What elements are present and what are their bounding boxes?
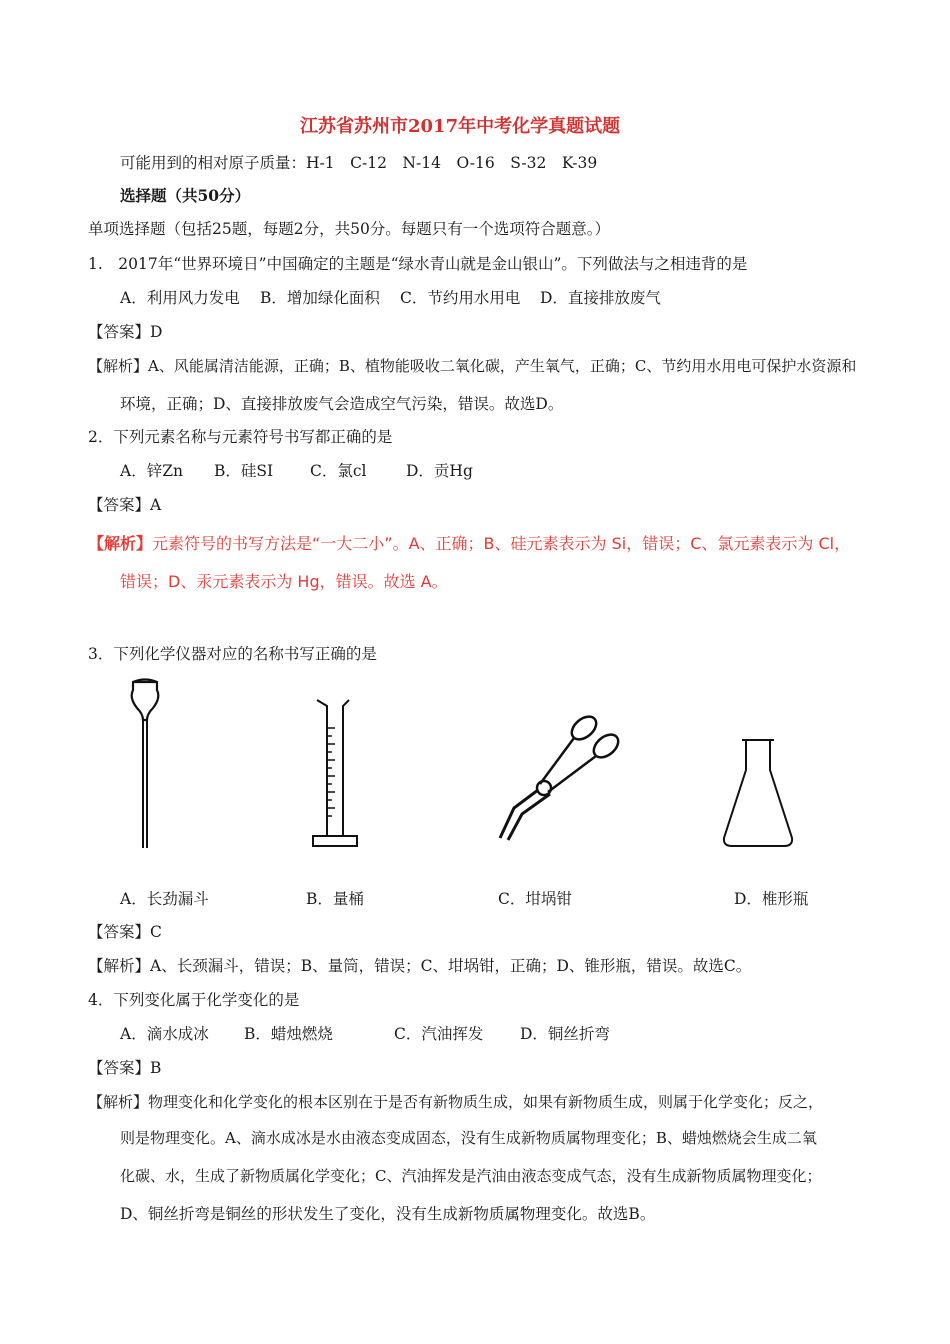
- question-3-options: [120, 889, 808, 909]
- question-1-analysis-line-2: 环境，正确；D、直接排放废气会造成空气污染，错误。故选D。: [120, 395, 564, 413]
- option-c: C．坩埚钳: [498, 890, 572, 908]
- question-1-options: [120, 288, 661, 308]
- question-2-analysis-line-1: [88, 534, 850, 554]
- question-4-stem: 4．下列变化属于化学变化的是: [88, 991, 300, 1009]
- question-2-answer: 【答案】A: [88, 496, 162, 514]
- question-1-analysis-line-1: 【解析】A、风能属清洁能源，正确；B、植物能吸收二氧化碳，产生氧气，正确；C、节约用水用电可保护水资源和: [88, 357, 857, 375]
- question-3-stem: 3．下列化学仪器对应的名称书写正确的是: [88, 645, 377, 663]
- option-d: D．铜丝折弯: [520, 1025, 610, 1043]
- option-d: D．贡Hg: [406, 462, 473, 480]
- option-d: D．椎形瓶: [734, 890, 809, 908]
- analysis-text: 元素符号的书写方法是“一大二小”。A、正确；B、硅元素表示为 Si，错误；C、氯元素表示为 Cl，: [152, 534, 851, 553]
- question-2-analysis-line-2: 错误；D、汞元素表示为 Hg，错误。故选 A。: [120, 572, 448, 591]
- question-4-analysis-line-4: D、铜丝折弯是铜丝的形状发生了变化，没有生成新物质属物理变化。故选B。: [120, 1205, 656, 1223]
- question-4-answer: 【答案】B: [88, 1059, 162, 1077]
- option-a: A．滴水成冰: [120, 1025, 209, 1043]
- option-b: B．增加绿化面积: [260, 289, 380, 307]
- section-heading: 选择题（共50分）: [120, 186, 251, 205]
- question-2-stem: 2．下列元素名称与元素符号书写都正确的是: [88, 428, 393, 446]
- long-neck-funnel-icon: [115, 676, 175, 856]
- option-a: A．利用风力发电: [120, 289, 240, 307]
- option-a: A．锌Zn: [120, 462, 183, 480]
- conical-flask-icon: [718, 734, 798, 854]
- question-4-analysis-line-2: 则是物理变化。A、滴水成冰是水由液态变成固态，没有生成新物质属物理变化；B、蜡烛燃烧会生成二氧: [120, 1129, 817, 1147]
- option-a: A．长劲漏斗: [120, 890, 209, 908]
- question-4-options: [120, 1024, 610, 1044]
- option-b: B．量桶: [306, 890, 364, 908]
- crucible-tongs-icon: [492, 706, 632, 846]
- option-c: C．氯cl: [310, 462, 367, 480]
- graduated-cylinder-icon: [305, 696, 365, 856]
- analysis-label: 【解析】: [88, 534, 153, 553]
- question-4-analysis-line-3: 化碳、水，生成了新物质属化学变化；C、汽油挥发是汽油由液态变成气态，没有生成新物质属物理变化；: [120, 1167, 822, 1185]
- question-3-answer: 【答案】C: [88, 923, 162, 941]
- option-b: B．蜡烛燃烧: [244, 1025, 333, 1043]
- question-4-analysis-line-1: 【解析】物理变化和化学变化的根本区别在于是否有新物质生成，如果有新物质生成，则属于化学变化；反之，: [88, 1093, 824, 1111]
- option-c: C．汽油挥发: [394, 1025, 484, 1043]
- question-1-stem: 1. 2017年“世界环境日”中国确定的主题是“绿水青山就是金山银山”。下列做法与之相违背的是: [88, 255, 748, 273]
- option-b: B．硅SI: [214, 462, 274, 480]
- option-c: C．节约用水用电: [400, 289, 521, 307]
- question-1-answer: 【答案】D: [88, 323, 163, 341]
- section-instruction: 单项选择题（包括25题，每题2分，共50分。每题只有一个选项符合题意。）: [88, 220, 611, 238]
- page-title: 江苏省苏州市2017年中考化学真题试题: [300, 116, 621, 137]
- question-2-options: [120, 461, 473, 481]
- question-3-analysis: 【解析】A、长颈漏斗，错误；B、量筒，错误；C、坩埚钳，正确；D、锥形瓶，错误。故选C。: [88, 957, 752, 975]
- option-d: D．直接排放废气: [540, 289, 661, 307]
- atomic-masses: 可能用到的相对原子质量：H-1 C-12 N-14 O-16 S-32 K-39: [120, 154, 598, 172]
